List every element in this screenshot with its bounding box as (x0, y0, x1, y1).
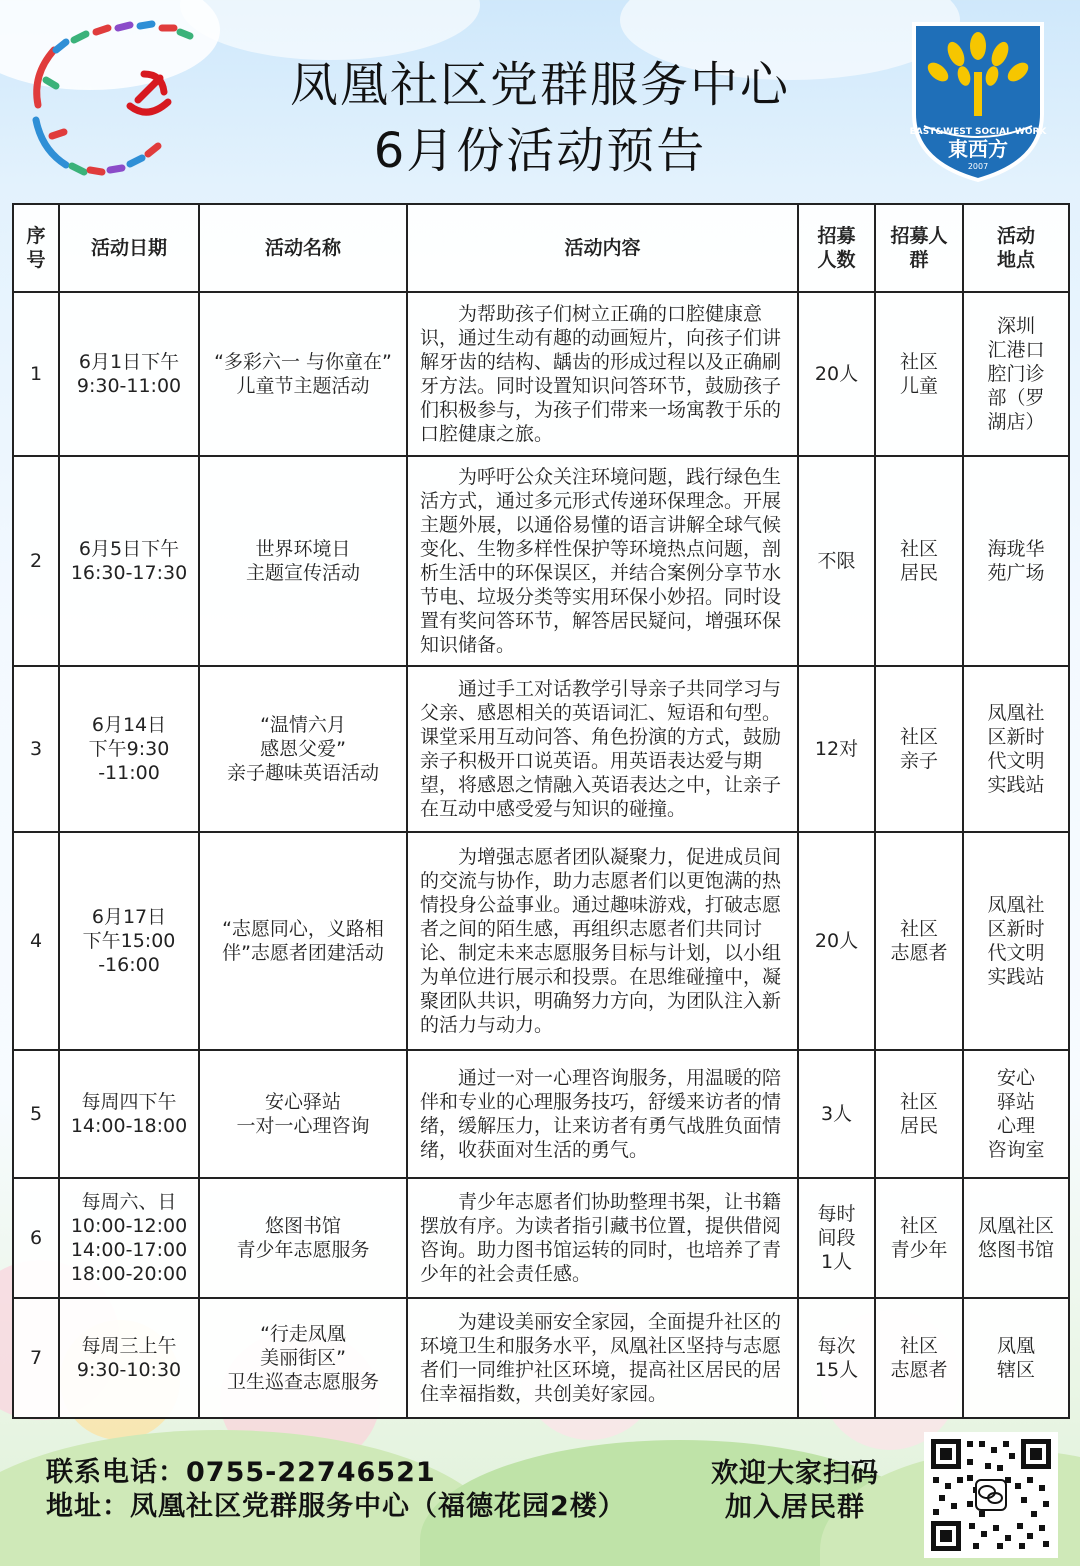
organization-logo (906, 16, 1050, 184)
logo-text-main: 東西方 (948, 137, 1008, 161)
cell-recruit-group: 社区 居民 (875, 456, 963, 666)
cell-name: “志愿同心，义路相 伴”志愿者团建活动 (199, 832, 407, 1050)
header-recruit-group: 招募人 群 (875, 204, 963, 292)
cell-recruit-num: 每时 间段 1人 (798, 1178, 875, 1298)
table-header-row (13, 204, 1069, 292)
table-row (13, 1178, 1069, 1298)
cell-name: “温情六月 感恩父爱” 亲子趣味英语活动 (199, 666, 407, 832)
cell-location: 深圳 汇港口 腔门诊 部（罗 湖店） (963, 292, 1069, 456)
cell-recruit-group: 社区 亲子 (875, 666, 963, 832)
cell-date: 每周三上午 9:30-10:30 (59, 1298, 199, 1418)
header-seq: 序 号 (13, 204, 59, 292)
cell-seq: 1 (13, 292, 59, 456)
cell-seq: 4 (13, 832, 59, 1050)
scan-prompt (690, 1457, 900, 1525)
cell-seq: 3 (13, 666, 59, 832)
contact-info (46, 1456, 626, 1524)
header-location: 活动 地点 (963, 204, 1069, 292)
cell-seq: 7 (13, 1298, 59, 1418)
qr-code[interactable] (924, 1432, 1058, 1558)
cell-location: 安心 驿站 心理 咨询室 (963, 1050, 1069, 1178)
cell-recruit-num: 20人 (798, 292, 875, 456)
cell-date: 6月1日下午 9:30-11:00 (59, 292, 199, 456)
qr-code-icon (927, 1435, 1055, 1555)
table-row (13, 1298, 1069, 1418)
cell-content: 通过一对一心理咨询服务，用温暖的陪伴和专业的心理服务技巧，舒缓来访者的情绪，缓解压力，让来访者有勇气战胜负面情绪，收获面对生活的勇气。 (407, 1050, 798, 1178)
table-row (13, 456, 1069, 666)
cell-recruit-num: 12对 (798, 666, 875, 832)
cell-date: 6月5日下午 16:30-17:30 (59, 456, 199, 666)
contact-phone: 联系电话：0755-22746521 (46, 1457, 436, 1488)
logo-year: 2007 (967, 162, 989, 171)
logo-text-top: EAST&WEST SOCIAL WORK (909, 127, 1047, 137)
east-west-social-work-logo-icon (906, 16, 1050, 184)
table-row (13, 666, 1069, 832)
page-title-line-2: 6月份活动预告 (373, 123, 707, 179)
cell-content: 为呼吁公众关注环境问题，践行绿色生活方式，通过多元形式传递环保理念。开展主题外展，以通俗易懂的语言讲解全球气候变化、生物多样性保护等环境热点问题，剖析生活中的环保误区，并结合案例分享节水节电、垃圾分类等实用环保小妙招。同时设置有奖问答环节，解答居民疑问，增强环保知识储备。 (407, 456, 798, 666)
wechat-icon (976, 1480, 1006, 1510)
cell-content: 为建设美丽安全家园，全面提升社区的环境卫生和服务水平，凤凰社区坚持与志愿者们一同维护社区环境，提高社区居民的居住幸福指数，共创美好家园。 (407, 1298, 798, 1418)
cell-location: 凤凰 辖区 (963, 1298, 1069, 1418)
cell-content: 为增强志愿者团队凝聚力，促进成员间的交流与协作，助力志愿者们以更饱满的热情投身公益事业。通过趣味游戏，打破志愿者之间的陌生感，再组织志愿者们共同讨论、制定未来志愿服务目标与计划，以小组为单位进行展示和投票。在思维碰撞中，凝聚团队共识，明确努力方向，为团队注入新的活力与动力。 (407, 832, 798, 1050)
cell-content: 通过手工对话教学引导亲子共同学习与父亲、感恩相关的英语词汇、短语和句型。课堂采用互动问答、角色扮演的方式，鼓励亲子积极开口说英语。用英语表达爱与期望，将感恩之情融入英语表达之中，让亲子在互动中感受爱与知识的碰撞。 (407, 666, 798, 832)
cell-seq: 6 (13, 1178, 59, 1298)
cell-date: 每周四下午 14:00-18:00 (59, 1050, 199, 1178)
cell-name: 安心驿站 一对一心理咨询 (199, 1050, 407, 1178)
cell-recruit-num: 3人 (798, 1050, 875, 1178)
activity-table (12, 203, 1070, 1419)
cell-location: 凤凰社 区新时 代文明 实践站 (963, 832, 1069, 1050)
cell-recruit-group: 社区 儿童 (875, 292, 963, 456)
cell-recruit-num: 20人 (798, 832, 875, 1050)
cell-location: 凤凰社 区新时 代文明 实践站 (963, 666, 1069, 832)
cell-date: 6月14日 下午9:30 -11:00 (59, 666, 199, 832)
cell-name: “行走凤凰 美丽街区” 卫生巡查志愿服务 (199, 1298, 407, 1418)
table-row (13, 832, 1069, 1050)
cell-recruit-group: 社区 青少年 (875, 1178, 963, 1298)
cell-date: 每周六、日 10:00-12:00 14:00-17:00 18:00-20:00 (59, 1178, 199, 1298)
cell-seq: 2 (13, 456, 59, 666)
cell-recruit-group: 社区 志愿者 (875, 1298, 963, 1418)
table-row (13, 292, 1069, 456)
cell-location: 凤凰社区 悠图书馆 (963, 1178, 1069, 1298)
cell-content: 为帮助孩子们树立正确的口腔健康意识，通过生动有趣的动画短片，向孩子们讲解牙齿的结构、龋齿的形成过程以及正确刷牙方法。同时设置知识问答环节，鼓励孩子们积极参与，为孩子们带来一场寓教于乐的口腔健康之旅。 (407, 292, 798, 456)
cell-recruit-group: 社区 志愿者 (875, 832, 963, 1050)
cell-recruit-group: 社区 居民 (875, 1050, 963, 1178)
cell-location: 海珑华 苑广场 (963, 456, 1069, 666)
scan-prompt-line-2: 加入居民群 (725, 1492, 865, 1523)
cell-name: 世界环境日 主题宣传活动 (199, 456, 407, 666)
cell-seq: 5 (13, 1050, 59, 1178)
header-name: 活动名称 (199, 204, 407, 292)
cell-name: “多彩六一 与你童在” 儿童节主题活动 (199, 292, 407, 456)
cell-content: 青少年志愿者们协助整理书架，让书籍摆放有序。为读者指引藏书位置，提供借阅咨询。助力图书馆运转的同时，也培养了青少年的社会责任感。 (407, 1178, 798, 1298)
cell-recruit-num: 不限 (798, 456, 875, 666)
contact-address: 地址：凤凰社区党群服务中心（福德花园2楼） (46, 1491, 626, 1522)
header-recruit-num: 招募 人数 (798, 204, 875, 292)
header-date: 活动日期 (59, 204, 199, 292)
cell-recruit-num: 每次 15人 (798, 1298, 875, 1418)
table-row (13, 1050, 1069, 1178)
cell-date: 6月17日 下午15:00 -16:00 (59, 832, 199, 1050)
header-content: 活动内容 (407, 204, 798, 292)
cell-name: 悠图书馆 青少年志愿服务 (199, 1178, 407, 1298)
page-title-line-1: 凤凰社区党群服务中心 (289, 57, 790, 113)
scan-prompt-line-1: 欢迎大家扫码 (711, 1458, 879, 1489)
